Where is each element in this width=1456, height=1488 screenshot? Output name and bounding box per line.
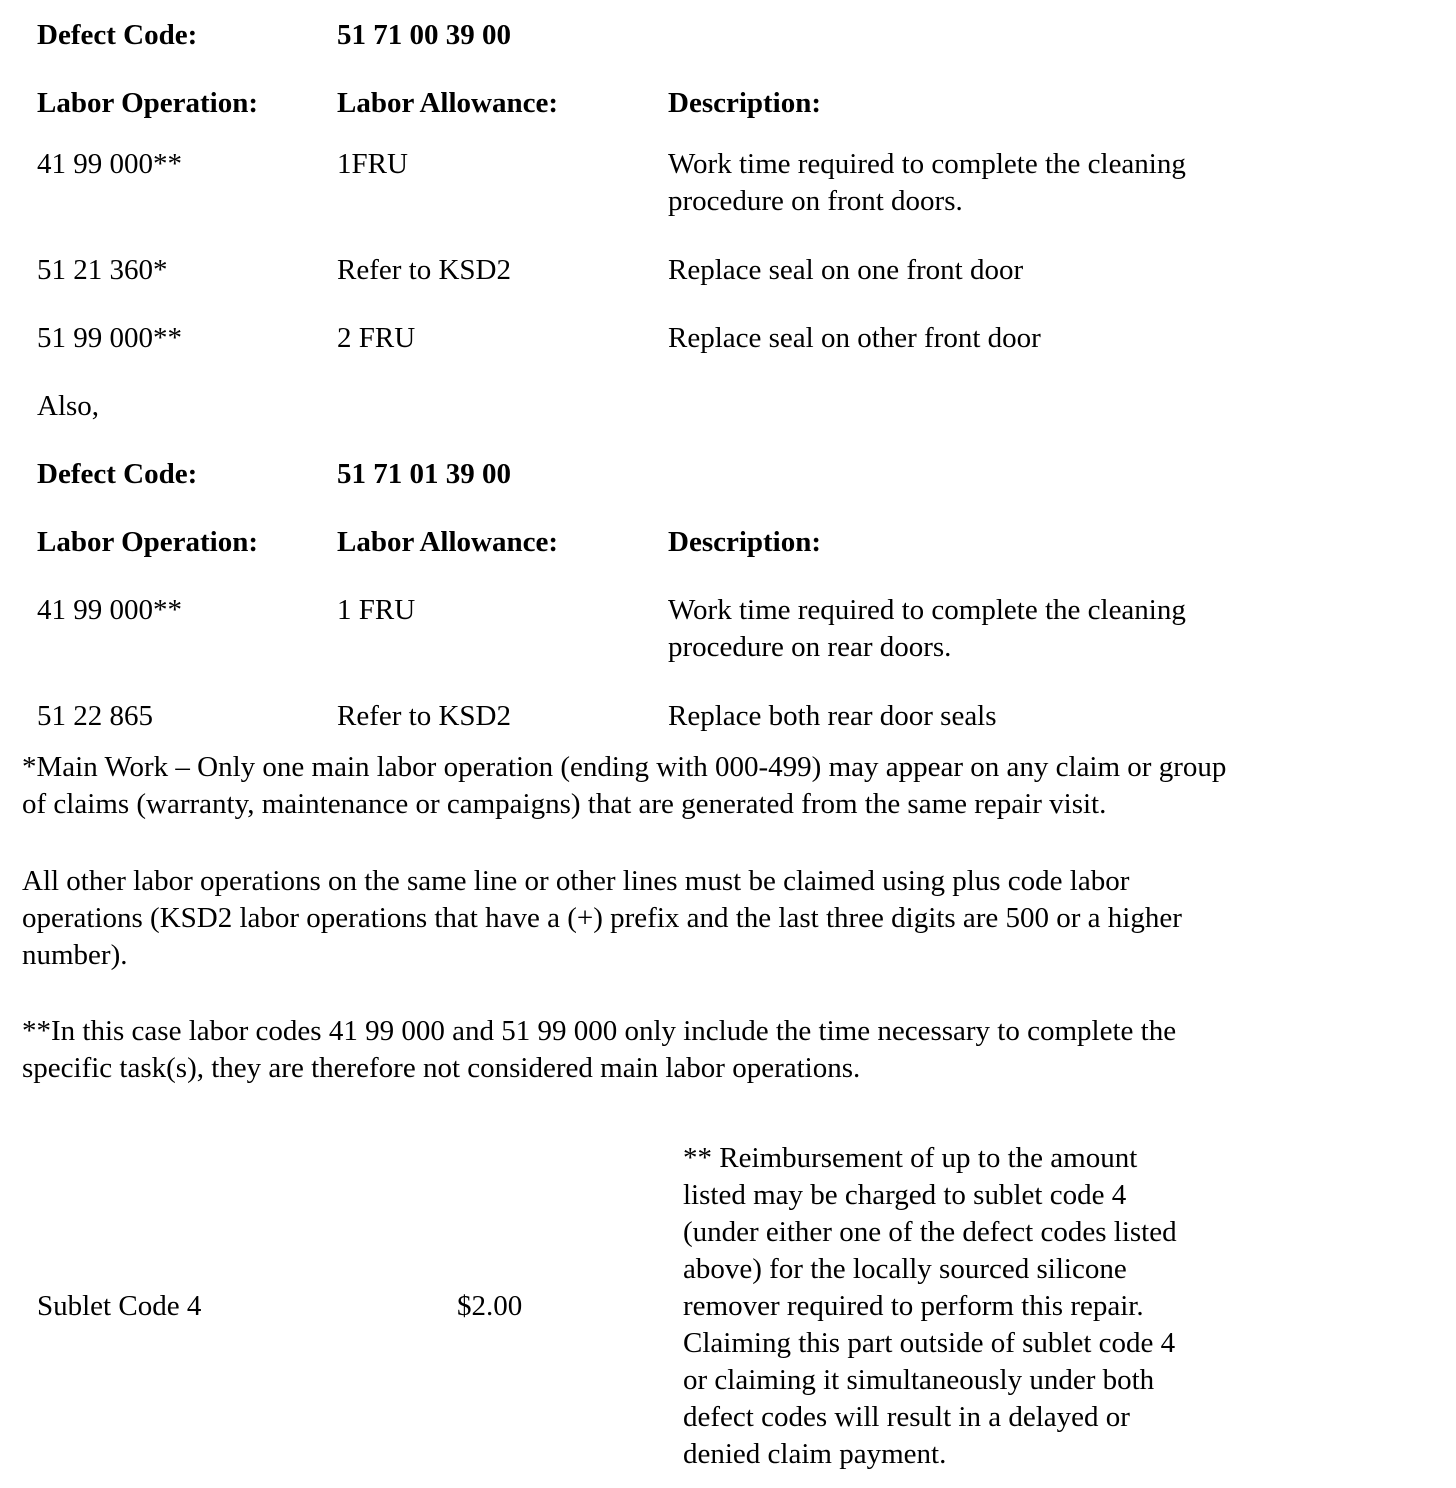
sublet-note-line: listed may be charged to sublet code 4 [683, 1179, 1127, 1211]
plus-code-note [22, 863, 1442, 974]
also-row [0, 388, 1456, 428]
labor-allowance: Refer to KSD2 [337, 254, 511, 286]
defect-code-label: Defect Code: [37, 19, 198, 51]
header-labor-allowance: Labor Allowance: [337, 87, 558, 119]
sublet-note-line: defect codes will result in a delayed or [683, 1401, 1130, 1433]
note-line: All other labor operations on the same line or other lines must be claimed using plus code labor [22, 865, 1130, 897]
description-line: Replace seal on other front door [668, 322, 1041, 354]
note-line: **In this case labor codes 41 99 000 and 51 99 000 only include the time necessary to complete the [22, 1015, 1177, 1047]
note-line: specific task(s), they are therefore not considered main labor operations. [22, 1052, 861, 1084]
main-work-note [22, 749, 1442, 823]
header-description: Description: [668, 526, 822, 558]
defect-code-value: 51 71 00 39 00 [337, 19, 511, 51]
sublet-amount: $2.00 [457, 1290, 523, 1322]
labor-operation: 41 99 000** [37, 594, 182, 626]
defect-code-row-1 [0, 17, 1456, 57]
note-line: number). [22, 939, 128, 971]
description-line: procedure on rear doors. [668, 631, 952, 663]
sublet-note-line: denied claim payment. [683, 1438, 947, 1470]
table-row [0, 592, 1456, 672]
labor-operation: 41 99 000** [37, 148, 182, 180]
description-line: Replace both rear door seals [668, 700, 997, 732]
defect-code-row-2 [0, 456, 1456, 496]
sublet-note-line: (under either one of the defect codes listed [683, 1216, 1177, 1248]
labor-allowance: 1 FRU [337, 594, 416, 626]
note-line: of claims (warranty, maintenance or campaigns) that are generated from the same repair visit. [22, 788, 1107, 820]
defect-code-label: Defect Code: [37, 458, 198, 490]
header-labor-allowance: Labor Allowance: [337, 526, 558, 558]
sublet-note-line: remover required to perform this repair. [683, 1290, 1144, 1322]
sublet-code-label: Sublet Code 4 [37, 1290, 202, 1322]
sublet-note-line: above) for the locally sourced silicone [683, 1253, 1127, 1285]
table-header-2 [0, 524, 1456, 564]
header-description: Description: [668, 87, 822, 119]
table-row [0, 252, 1456, 292]
description-line: Replace seal on one front door [668, 254, 1024, 286]
sublet-note-line: or claiming it simultaneously under both [683, 1364, 1155, 1396]
sublet-note-line: ** Reimbursement of up to the amount [683, 1142, 1138, 1174]
labor-allowance: 1FRU [337, 148, 408, 180]
also-text: Also, [37, 390, 100, 422]
table-row [0, 146, 1456, 226]
sublet-note-line: Claiming this part outside of sublet code 4 [683, 1327, 1176, 1359]
table-row [0, 698, 1456, 738]
labor-operation: 51 21 360* [37, 254, 168, 286]
description-line: Work time required to complete the cleaning [668, 594, 1186, 626]
table-row [0, 320, 1456, 360]
header-labor-operation: Labor Operation: [37, 526, 258, 558]
note-line: operations (KSD2 labor operations that have a (+) prefix and the last three digits are 500 or a higher [22, 902, 1182, 934]
labor-operation: 51 22 865 [37, 700, 153, 732]
sublet-note [683, 1140, 1283, 1473]
table-header-1 [0, 85, 1456, 125]
labor-allowance: 2 FRU [337, 322, 416, 354]
note-line: *Main Work – Only one main labor operation (ending with 000-499) may appear on any claim or group [22, 751, 1227, 783]
defect-code-value: 51 71 01 39 00 [337, 458, 511, 490]
description-line: Work time required to complete the cleaning [668, 148, 1186, 180]
header-labor-operation: Labor Operation: [37, 87, 258, 119]
double-star-note [22, 1013, 1442, 1087]
labor-operation: 51 99 000** [37, 322, 182, 354]
labor-allowance: Refer to KSD2 [337, 700, 511, 732]
description-line: procedure on front doors. [668, 185, 963, 217]
